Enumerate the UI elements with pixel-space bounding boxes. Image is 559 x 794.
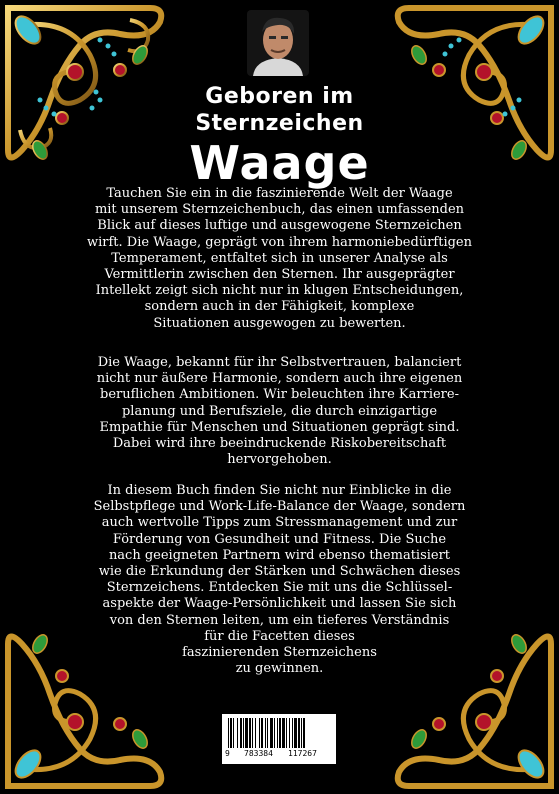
isbn-barcode — [222, 714, 336, 764]
text-line: Intellekt zeigt sich nicht nur in klugen Entscheidungen, — [95, 283, 464, 299]
text-line: hervorgehoben. — [227, 452, 332, 468]
text-line: wie die Erkundung der Stärken und Schwächen dieses — [98, 564, 461, 580]
barcode-bars — [226, 718, 332, 748]
barcode-digits — [222, 749, 336, 761]
text-line: zu gewinnen. — [235, 661, 324, 677]
text-line: beruflichen Ambitionen. Wir beleuchten ihre Karriere- — [100, 387, 459, 403]
text-line: Blick auf dieses luftige und ausgewogene Sternzeichen — [97, 218, 462, 234]
text-line: mit unserem Sternzeichenbuch, das einen umfassenden — [94, 202, 465, 218]
text-line: Vermittlerin zwischen den Sternen. Ihr ausgeprägter — [104, 267, 455, 283]
barcode-group-1: 783384 — [244, 749, 273, 758]
text-line: sondern auch in der Fähigkeit, komplexe — [144, 299, 415, 315]
text-line: Situationen ausgewogen zu bewerten. — [153, 315, 406, 331]
barcode-group-2: 117267 — [288, 749, 317, 758]
text-line: auch wertvolle Tipps zum Stressmanagement und zur — [101, 515, 458, 531]
text-line: aspekte der Waage-Persönlichkeit und lassen Sie sich — [102, 596, 457, 612]
text-line: nicht nur äußere Harmonie, sondern auch ihre eigenen — [96, 371, 463, 387]
author-portrait-graphic — [247, 10, 309, 76]
text-line: nach geeigneten Partnern wird ebenso thematisiert — [108, 547, 451, 563]
text-line: Empathie für Menschen und Situationen geprägt sind. — [99, 419, 460, 435]
main-title: Waage — [189, 136, 370, 190]
title-line-1: Geboren im — [205, 84, 354, 109]
text-line: Temperament, entfaltet sich in unserer Analyse als — [111, 250, 448, 266]
text-line: für die Facetten dieses — [204, 628, 355, 644]
text-line: Die Waage, bekannt für ihr Selbstvertrauen, balanciert — [97, 355, 462, 370]
text-line: Förderung von Gesundheit und Fitness. Die Suche — [112, 531, 447, 547]
text-line: wirft. Die Waage, geprägt von ihrem harmoniebedürftigen — [87, 234, 472, 250]
text-line: Sternzeichens. Entdecken Sie mit uns die Schlüssel- — [106, 580, 453, 596]
text-line: von den Sternen leiten, um ein tieferes Verständnis — [109, 612, 450, 628]
paragraph-1 — [70, 186, 489, 332]
text-line: planung und Berufsziele, die durch einzigartige — [121, 403, 438, 419]
text-line: faszinierenden Sternzeichens — [182, 645, 377, 661]
paragraph-2 — [70, 355, 489, 468]
title-line-2: Sternzeichen — [195, 111, 364, 136]
text-line: In diesem Buch finden Sie nicht nur Einblicke in die — [107, 483, 452, 498]
text-line: Tauchen Sie ein in die faszinierende Welt der Waage — [106, 186, 453, 201]
author-portrait — [247, 10, 309, 76]
paragraph-3 — [70, 483, 489, 677]
text-line: Dabei wird ihre beeindruckende Riskobereitschaft — [112, 436, 447, 452]
barcode-digit-first: 9 — [225, 749, 230, 758]
text-line: Selbstpflege und Work-Life-Balance der Waage, sondern — [93, 499, 466, 515]
